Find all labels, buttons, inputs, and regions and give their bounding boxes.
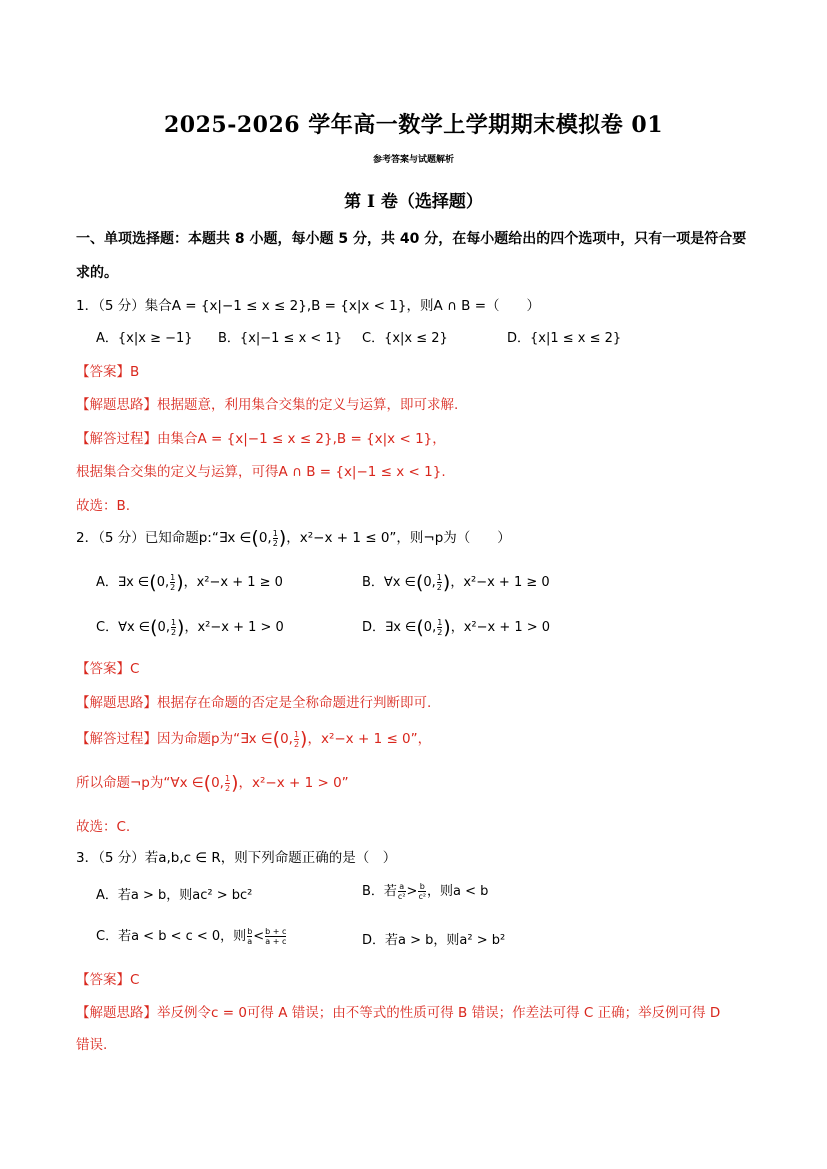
q1-process-line1: 【解答过程】由集合A = {x|−1 ≤ x ≤ 2},B = {x|x < 1}，: [76, 431, 446, 447]
q2-option-b: B．∀x ∈(0, $\frac{1}{2}$ )，x²−x + 1 ≥ 0: [362, 571, 550, 594]
page-subtitle: 参考答案与试题解析: [372, 155, 454, 165]
part-heading: 第 I 卷（选择题）: [344, 192, 483, 212]
q1-process-line2: 根据集合交集的定义与运算，可得A ∩ B = {x|−1 ≤ x < 1}.: [76, 464, 446, 480]
section-heading-line2: 求的。: [76, 265, 118, 281]
q2-process-line1: 【解答过程】因为命题p为“∃x ∈(0, $\frac{1}{2}$ )，x²−x + 1 ≤ 0”，: [76, 728, 432, 750]
q1-option-b: B．{x|−1 ≤ x < 1}: [218, 331, 342, 346]
q3-option-c: C．若a < b < c < 0，则 $\frac{b}{a}$ < $\frac{b + c}{a + c}$: [96, 927, 287, 946]
q2-stem-post: ，x²−x + 1 ≤ 0”，则¬p为（ ）: [286, 530, 511, 546]
q1-stem: 1．（5 分）集合A = {x|−1 ≤ x ≤ 2},B = {x|x < 1}，则A ∩ B =（ ）: [76, 298, 541, 314]
q3-stem: 3．（5 分）若a,b,c ∈ R，则下列命题正确的是（ ）: [76, 850, 397, 866]
q2-answer: 【答案】C: [76, 661, 140, 677]
q1-option-a: A．{x|x ≥ −1}: [96, 331, 193, 346]
q1-choose: 故选：B.: [76, 498, 131, 514]
q1-option-d: D．{x|1 ≤ x ≤ 2}: [507, 331, 622, 346]
q2-option-a: A．∃x ∈(0, $\frac{1}{2}$ )，x²−x + 1 ≥ 0: [96, 571, 283, 594]
q3-idea-line1: 【解题思路】举反例令c = 0可得 A 错误；由不等式的性质可得 B 错误；作差法可得 C 正确；举反例可得 D: [76, 1005, 721, 1021]
q2-process-line2: 所以命题¬p为“∀x ∈(0, $\frac{1}{2}$ )，x²−x + 1 > 0”: [76, 772, 349, 794]
q2-interval-left: 0,: [258, 530, 272, 546]
section-heading-line1: 一、单项选择题：本题共 8 小题，每小题 5 分，共 40 分，在每小题给出的四个选项中，只有一项是符合要: [76, 231, 747, 247]
q1-option-c: C．{x|x ≤ 2}: [362, 331, 448, 346]
page-title: 2025-2026 学年高一数学上学期期末模拟卷 01: [163, 112, 664, 138]
q2-option-c: C．∀x ∈(0, $\frac{1}{2}$ )，x²−x + 1 > 0: [96, 616, 284, 639]
q1-answer: 【答案】B: [76, 364, 140, 380]
q2-stem: 2．（5 分）已知命题p:“∃x ∈(0, $\frac{1}{2}$ )，x²−x + 1 ≤ 0”，则¬p为（ ）: [76, 527, 511, 549]
q3-answer: 【答案】C: [76, 972, 140, 988]
q3-option-b: B．若 $\frac{a}{\text{c²}}$ > $\frac{b}{\text{c²}}$ ，则a < b: [362, 882, 489, 901]
q2-choose: 故选：C.: [76, 819, 131, 835]
q2-option-d: D．∃x ∈(0, $\frac{1}{2}$ )，x²−x + 1 > 0: [362, 616, 551, 639]
q3-option-d: D．若a > b，则a² > b²: [362, 933, 506, 948]
q2-fraction: $\frac{1}{2}$: [272, 528, 278, 548]
q3-option-a: A．若a > b，则ac² > bc²: [96, 888, 253, 903]
q3-idea-line2: 错误.: [76, 1037, 108, 1053]
q2-stem-pre: 2．（5 分）已知命题p:“∃x ∈: [76, 530, 252, 546]
q1-idea: 【解题思路】根据题意，利用集合交集的定义与运算，即可求解.: [76, 397, 459, 413]
q2-idea: 【解题思路】根据存在命题的否定是全称命题进行判断即可.: [76, 695, 432, 711]
